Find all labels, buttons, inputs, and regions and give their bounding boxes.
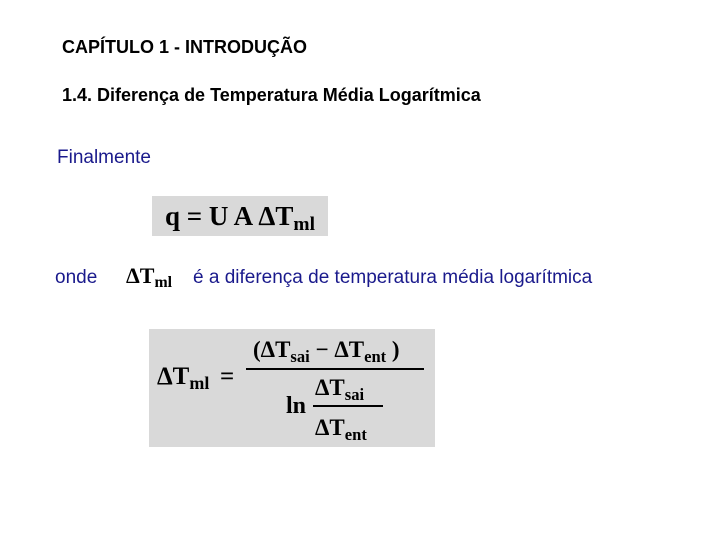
inner-den-main: ΔT (315, 415, 345, 440)
lmtd-description: é a diferença de temperatura média logarítmica (193, 267, 593, 288)
heat-rate-subscript: ml (293, 214, 315, 236)
numerator-close: ) (386, 337, 400, 362)
equals-sign: = (220, 363, 235, 390)
numerator-open: (ΔT (253, 337, 291, 362)
heat-rate-lhs: q = U A ΔT (165, 201, 294, 231)
numerator-sub-ent: ent (364, 346, 387, 366)
inline-delta-t: ΔT (126, 263, 155, 288)
numerator-minus: − ΔT (309, 337, 365, 362)
numerator-sub-sai: sai (290, 346, 310, 366)
inline-lmtd-symbol (126, 263, 173, 292)
inner-num-main: ΔT (315, 375, 345, 400)
inline-subscript: ml (154, 274, 173, 292)
lmtd-lhs-subscript: ml (189, 373, 210, 394)
inner-den-subscript: ent (344, 424, 367, 444)
lmtd-formula (149, 329, 435, 447)
lmtd-lhs (157, 363, 210, 394)
ln-operator: ln (286, 393, 307, 419)
lmtd-lhs-main: ΔT (157, 363, 190, 390)
inner-num-subscript: sai (344, 384, 365, 404)
heat-rate-formula (152, 196, 328, 236)
lmtd-numerator (253, 337, 400, 366)
inner-numerator (315, 375, 365, 404)
inner-denominator (315, 415, 367, 444)
intro-text: Finalmente (57, 147, 151, 168)
main-fraction-bar (246, 368, 424, 370)
chapter-title: CAPÍTULO 1 - INTRODUÇÃO (62, 37, 307, 57)
inner-fraction-bar (313, 405, 383, 407)
section-title: 1.4. Diferença de Temperatura Média Logarítmica (62, 85, 481, 105)
onde-text: onde (55, 267, 98, 288)
